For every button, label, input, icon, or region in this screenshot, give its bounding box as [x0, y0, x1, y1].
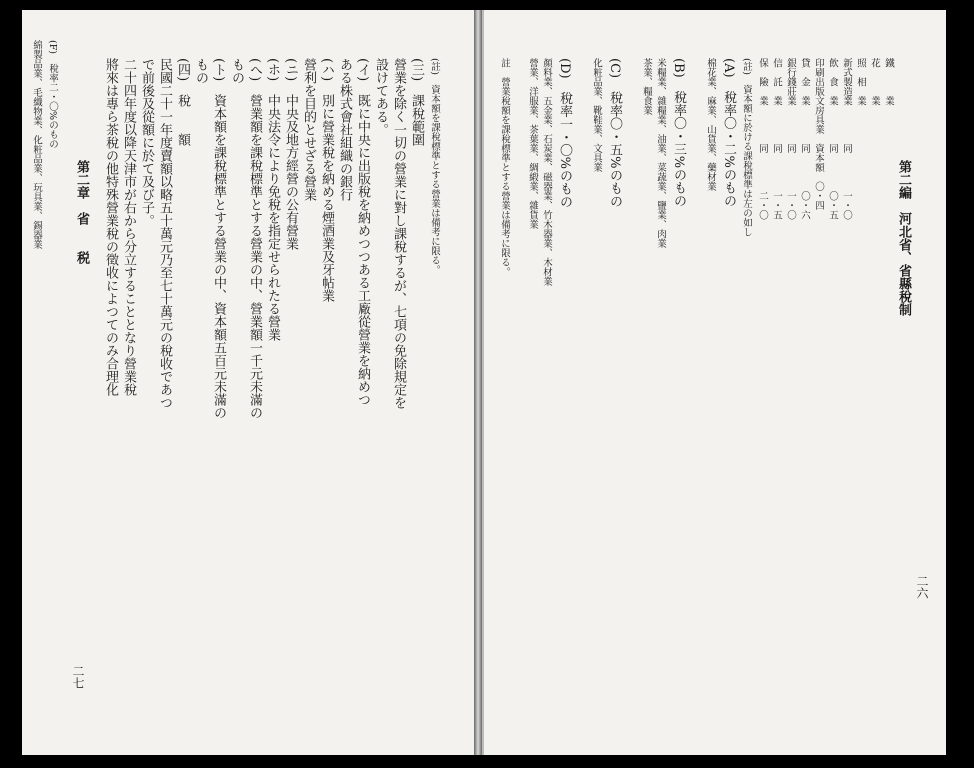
right-text-col-12: (B) 稅率〇・三%のもの: [671, 58, 686, 208]
left-text-col-7: (ト) 資本額を課稅標準とする營業の中、資本額五百元未滿の: [211, 58, 226, 420]
right-text-col-25: 花 業: [869, 58, 880, 106]
left-text-col-2: 二十四年度以降天津市が右から分立することとなり營業稅: [121, 58, 136, 396]
left-text-col-18: (三) 課稅範圍: [409, 58, 424, 147]
left-text-col-16: 設けてある。: [373, 58, 388, 136]
right-text-col-21: 印刷出版文房具業 資本額 〇・四: [813, 58, 824, 210]
left-text-col-6: もの: [193, 58, 208, 84]
left-table-col-1: 綿製品業、毛織物業、化粧品業、玩具業、錫器業: [31, 40, 42, 249]
right-text-col-17: 保 險 業 同 二・〇: [757, 58, 768, 220]
left-text-col-13: (ハ) 別に營業稅を納める煙酒業及牙帖業: [319, 58, 334, 303]
left-text-col-3: で前後及從額に於て及び子。: [139, 58, 154, 227]
left-text-col-10: (ホ) 中央法令により免稅を指定せられたる營業: [265, 58, 280, 342]
right-text-col-10: 茶業、糧食業: [641, 58, 652, 115]
left-text-col-11: (ニ) 中央及地方經營の公有營業: [283, 58, 298, 251]
right-text-col-15: (A) 稅率〇・二%のもの: [721, 58, 736, 207]
left-table-col-2: (F) 稅率二・〇%のもの: [47, 40, 58, 149]
right-text-col-22: 飲 食 業 同 〇・五: [827, 58, 838, 220]
left-text-col-4: 民國二十一年度賣額以略五十萬元乃至七十萬元の稅收であつ: [157, 58, 172, 409]
right-text-col-20: 貸 金 業 同 〇・六: [799, 58, 810, 220]
left-text-col-8: もの: [229, 58, 244, 84]
left-text-col-9: (へ) 營業額を課稅標準とする營業の中、營業額一千元未滿の: [247, 58, 262, 420]
left-text-col-15: (イ) 既に中央に出版稅を納めつつある工廠從營業を納めつ: [355, 58, 370, 407]
book-gutter: [474, 10, 482, 755]
left-text-col-1: 將來は專ら茶稅の他特殊營業稅の徵收によつてのみ合理化: [103, 58, 118, 396]
left-page: [22, 10, 476, 755]
left-text-col-12: 營利を目的とせざる營業: [301, 58, 316, 201]
right-text-col-24: 照 相 業: [855, 58, 866, 106]
left-page-number: 二七: [71, 665, 85, 689]
right-text-col-11: 米糧業、雜糧業、油業、菜蔬業、鹽業、肉業: [655, 58, 666, 248]
right-text-col-3: 營業、洋服業、茶葉業、綢緞業、雜貨業: [527, 58, 538, 229]
right-running-head: 第二編 河北省、省縣稅制: [896, 160, 911, 316]
left-text-col-19: (註) 資本額を課稅標準とする營業は備考に限る。: [429, 58, 440, 275]
left-text-col-5: (四) 稅 額: [175, 58, 190, 147]
right-text-col-4: 顏料業、五金業、石炭業、磁器業、竹木器業、木材業: [541, 58, 552, 286]
right-text-col-16: (註) 資本額に於ける課稅標準は左の如し: [741, 58, 752, 237]
right-text-col-7: 化粧品業、靴鞋業、文具業: [591, 58, 602, 172]
right-text-col-23: 新式製造業 同 一・〇: [841, 58, 852, 220]
left-running-head: 第二章 省 税: [74, 160, 89, 264]
right-text-col-14: 棉花業、麻業、山貨業、藥材業: [705, 58, 716, 191]
left-text-col-14: ある株式會社組織の銀行: [337, 58, 352, 201]
left-text-col-17: 營業を除く一切の營業に對し課稅するが、七項の免除規定を: [391, 58, 406, 409]
right-text-col-1: 註 營業稅額を課稅標準とする營業は備考に限る。: [499, 58, 510, 277]
right-text-col-26: 鐵 業: [883, 58, 894, 106]
right-page: [482, 10, 946, 755]
right-page-number: 二六: [915, 575, 929, 599]
right-text-col-19: 銀行錢莊業 同 一・〇: [785, 58, 796, 220]
right-text-col-18: 信 託 業 同 一・五: [771, 58, 782, 220]
right-text-col-5: (D) 稅率一・〇%のもの: [557, 58, 572, 208]
right-text-col-8: (C) 稅率〇・五%のもの: [607, 58, 622, 208]
